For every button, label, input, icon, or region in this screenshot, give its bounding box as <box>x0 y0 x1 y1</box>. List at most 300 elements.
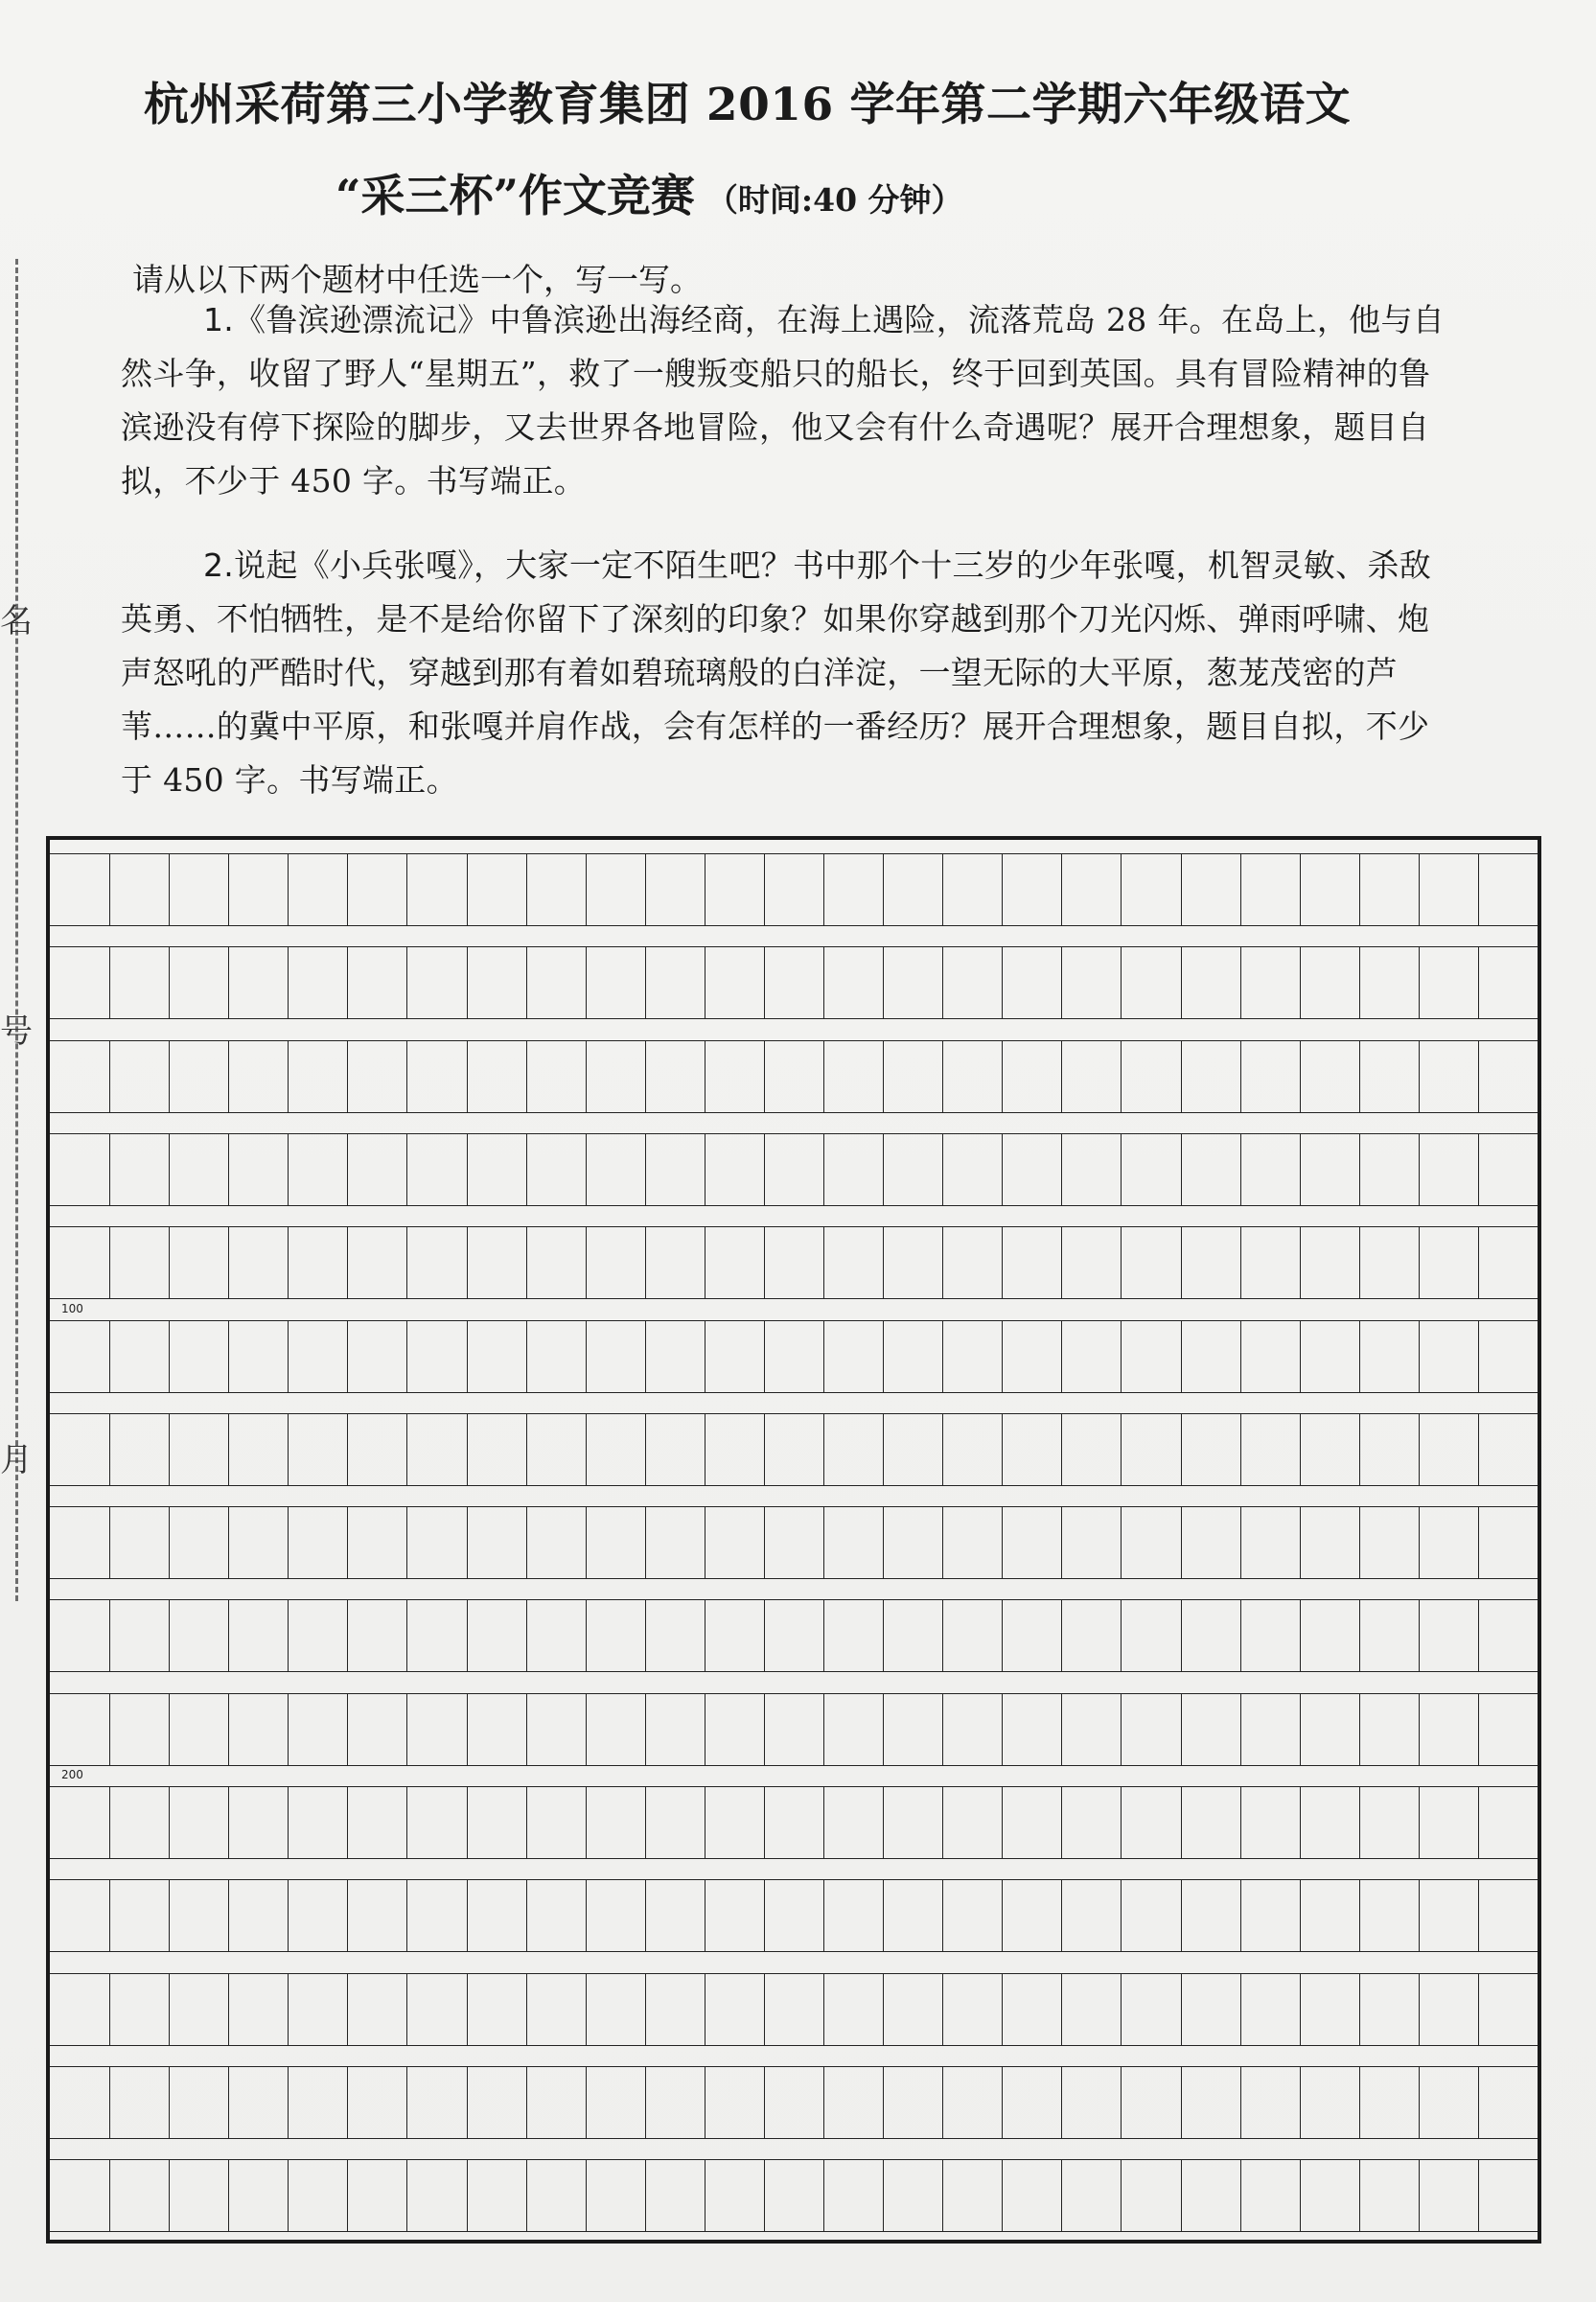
grid-cell-divider <box>645 2067 646 2138</box>
grid-cell-divider <box>109 2067 110 2138</box>
grid-cell-divider <box>1419 1974 1420 2045</box>
composition-grid[interactable] <box>46 836 1541 2244</box>
grid-cell-divider <box>347 1414 348 1485</box>
grid-cell-divider <box>406 1600 407 1671</box>
grid-cell-divider <box>467 1974 468 2045</box>
grid-cell-divider <box>1300 1041 1301 1112</box>
grid-cell-divider <box>942 854 943 925</box>
grid-cell-divider <box>1061 1041 1062 1112</box>
grid-cell-divider <box>1300 1600 1301 1671</box>
grid-cell-divider <box>526 1880 527 1951</box>
grid-cell-divider <box>109 1227 110 1298</box>
grid-cell-divider <box>1002 854 1003 925</box>
grid-cell-divider <box>1002 2067 1003 2138</box>
grid-cell-divider <box>883 947 884 1018</box>
grid-cell-divider <box>1419 947 1420 1018</box>
grid-cell-divider <box>942 1974 943 2045</box>
grid-cell-divider <box>526 1227 527 1298</box>
grid-cell-divider <box>1002 1787 1003 1858</box>
prompt-number: 1. <box>203 301 235 338</box>
grid-cell-divider <box>228 947 229 1018</box>
prompt-text: 《鲁滨逊漂流记》中鲁滨逊出海经商，在海上遇险，流落荒岛 28 年。在岛上，他与自然斗争，收留了野人“星期五”，救了一艘叛变船只的船长，终于回到英国。具有冒险精神的鲁滨逊没有停下探险的脚步，又去世界各地冒险，他又会有什么奇遇呢？展开合理想象，题目自拟，不少于 450 字。书写端正。 <box>121 301 1446 500</box>
grid-cell-divider <box>1419 1507 1420 1578</box>
grid-cell-divider <box>1002 2160 1003 2231</box>
grid-cell-divider <box>942 1227 943 1298</box>
grid-cell-divider <box>288 947 289 1018</box>
prompt-2 <box>121 539 1458 807</box>
grid-cell-divider <box>347 1227 348 1298</box>
grid-cell-divider <box>1300 854 1301 925</box>
grid-cell-divider <box>942 2067 943 2138</box>
grid-cell-divider <box>526 1694 527 1765</box>
grid-cell-divider <box>1419 1787 1420 1858</box>
grid-cell-divider <box>1478 1134 1479 1205</box>
grid-cell-divider <box>1419 1414 1420 1485</box>
grid-cell-divider <box>823 1227 824 1298</box>
grid-cell-divider <box>467 1600 468 1671</box>
grid-cell-divider <box>942 1600 943 1671</box>
grid-cell-divider <box>228 1414 229 1485</box>
grid-cell-divider <box>526 2160 527 2231</box>
grid-cell-divider <box>288 1880 289 1951</box>
grid-cell-divider <box>1061 854 1062 925</box>
grid-cell-divider <box>467 1880 468 1951</box>
grid-cell-divider <box>823 1787 824 1858</box>
grid-cell-divider <box>823 1414 824 1485</box>
grid-cell-divider <box>1121 1787 1122 1858</box>
grid-cell-divider <box>288 1041 289 1112</box>
grid-cell-divider <box>1240 1600 1241 1671</box>
grid-cell-divider <box>228 1880 229 1951</box>
grid-cell-divider <box>1359 854 1360 925</box>
grid-cell-divider <box>942 2160 943 2231</box>
grid-cell-divider <box>109 1134 110 1205</box>
grid-cell-divider <box>1002 1414 1003 1485</box>
grid-cell-divider <box>526 1507 527 1578</box>
grid-row[interactable] <box>50 1973 1538 2046</box>
grid-cell-divider <box>645 854 646 925</box>
grid-cell-divider <box>1061 1227 1062 1298</box>
prompt-text: 说起《小兵张嘎》，大家一定不陌生吧？书中那个十三岁的少年张嘎，机智灵敏、杀敌英勇、不怕牺牲，是不是给你留下了深刻的印象？如果你穿越到那个刀光闪烁、弹雨呼啸、炮声怒吼的严酷时代，穿越到那有着如碧琉璃般的白洋淀，一望无际的大平原，葱茏茂密的芦苇……的冀中平原，和张嘎并肩作战，会有怎样的一番经历？展开合理想象，题目自拟，不少于 450 字。书写端正。 <box>121 546 1431 799</box>
grid-row[interactable] <box>50 1879 1538 1952</box>
grid-cell-divider <box>1121 2160 1122 2231</box>
grid-cell-divider <box>467 1507 468 1578</box>
grid-cell-divider <box>823 1600 824 1671</box>
grid-cell-divider <box>1240 1507 1241 1578</box>
grid-cell-divider <box>169 1600 170 1671</box>
grid-cell-divider <box>288 1414 289 1485</box>
grid-cell-divider <box>1359 1600 1360 1671</box>
grid-cell-divider <box>942 947 943 1018</box>
grid-cell-divider <box>169 2160 170 2231</box>
grid-cell-divider <box>347 2067 348 2138</box>
grid-cell-divider <box>406 1974 407 2045</box>
grid-cell-divider <box>1181 1134 1182 1205</box>
grid-cell-divider <box>109 1694 110 1765</box>
grid-cell-divider <box>1478 1694 1479 1765</box>
grid-cell-divider <box>645 1134 646 1205</box>
grid-cell-divider <box>1300 1507 1301 1578</box>
grid-cell-divider <box>883 1134 884 1205</box>
grid-cell-divider <box>1359 1041 1360 1112</box>
word-count-marker: 100 <box>61 1301 83 1315</box>
binding-line <box>15 259 21 1601</box>
grid-cell-divider <box>169 1974 170 2045</box>
grid-cell-divider <box>823 1880 824 1951</box>
grid-cell-divider <box>1061 2160 1062 2231</box>
grid-cell-divider <box>406 1227 407 1298</box>
grid-cell-divider <box>406 854 407 925</box>
grid-cell-divider <box>1419 1227 1420 1298</box>
grid-cell-divider <box>467 2067 468 2138</box>
grid-cell-divider <box>1359 1321 1360 1392</box>
grid-row[interactable] <box>50 1599 1538 1672</box>
grid-cell-divider <box>1359 1787 1360 1858</box>
grid-cell-divider <box>942 1694 943 1765</box>
grid-cell-divider <box>1121 1134 1122 1205</box>
grid-row[interactable] <box>50 1320 1538 1393</box>
grid-cell-divider <box>1240 2160 1241 2231</box>
grid-row[interactable] <box>50 1413 1538 1486</box>
grid-cell-divider <box>1478 1227 1479 1298</box>
grid-cell-divider <box>883 1787 884 1858</box>
grid-cell-divider <box>228 2067 229 2138</box>
grid-cell-divider <box>169 1787 170 1858</box>
grid-cell-divider <box>586 1041 587 1112</box>
grid-cell-divider <box>467 1787 468 1858</box>
grid-row[interactable] <box>50 2159 1538 2232</box>
grid-cell-divider <box>1359 947 1360 1018</box>
grid-cell-divider <box>823 854 824 925</box>
grid-cell-divider <box>883 1041 884 1112</box>
grid-cell-divider <box>942 1414 943 1485</box>
grid-cell-divider <box>823 2067 824 2138</box>
prompt-number: 2. <box>203 546 235 584</box>
grid-cell-divider <box>1181 1041 1182 1112</box>
grid-cell-divider <box>645 1600 646 1671</box>
grid-cell-divider <box>288 2160 289 2231</box>
grid-cell-divider <box>645 1694 646 1765</box>
grid-cell-divider <box>764 1974 765 2045</box>
grid-cell-divider <box>467 1321 468 1392</box>
grid-cell-divider <box>228 1134 229 1205</box>
grid-row[interactable] <box>50 853 1538 926</box>
grid-cell-divider <box>406 1880 407 1951</box>
grid-cell-divider <box>823 1974 824 2045</box>
grid-cell-divider <box>1002 947 1003 1018</box>
grid-cell-divider <box>1478 1041 1479 1112</box>
grid-cell-divider <box>406 1414 407 1485</box>
grid-cell-divider <box>645 1787 646 1858</box>
grid-cell-divider <box>1121 1414 1122 1485</box>
grid-cell-divider <box>942 1321 943 1392</box>
word-count-marker: 200 <box>61 1768 83 1781</box>
exam-title: 杭州采荷第三小学教育集团 2016 学年第二学期六年级语文 <box>144 79 1352 131</box>
grid-cell-divider <box>586 1880 587 1951</box>
grid-cell-divider <box>1478 1880 1479 1951</box>
grid-cell-divider <box>406 2160 407 2231</box>
grid-cell-divider <box>1002 1600 1003 1671</box>
grid-cell-divider <box>526 947 527 1018</box>
grid-cell-divider <box>942 1041 943 1112</box>
grid-cell-divider <box>645 947 646 1018</box>
grid-cell-divider <box>1300 1134 1301 1205</box>
grid-cell-divider <box>109 1600 110 1671</box>
grid-cell-divider <box>1419 1880 1420 1951</box>
grid-cell-divider <box>288 1787 289 1858</box>
grid-cell-divider <box>942 1507 943 1578</box>
grid-cell-divider <box>347 1507 348 1578</box>
grid-cell-divider <box>1121 947 1122 1018</box>
grid-cell-divider <box>109 1507 110 1578</box>
grid-cell-divider <box>347 1134 348 1205</box>
grid-cell-divider <box>1478 1507 1479 1578</box>
grid-cell-divider <box>764 854 765 925</box>
grid-cell-divider <box>288 854 289 925</box>
grid-cell-divider <box>288 1321 289 1392</box>
grid-cell-divider <box>1359 2160 1360 2231</box>
grid-cell-divider <box>109 1321 110 1392</box>
grid-cell-divider <box>1181 1974 1182 2045</box>
grid-cell-divider <box>109 947 110 1018</box>
grid-cell-divider <box>1240 1041 1241 1112</box>
grid-cell-divider <box>526 2067 527 2138</box>
grid-cell-divider <box>1061 1880 1062 1951</box>
grid-cell-divider <box>1359 1974 1360 2045</box>
grid-cell-divider <box>586 1321 587 1392</box>
grid-cell-divider <box>1359 1694 1360 1765</box>
grid-cell-divider <box>347 1600 348 1671</box>
grid-cell-divider <box>823 1507 824 1578</box>
grid-cell-divider <box>1478 2160 1479 2231</box>
grid-cell-divider <box>1240 1227 1241 1298</box>
grid-row[interactable] <box>50 1226 1538 1299</box>
grid-cell-divider <box>1300 1974 1301 2045</box>
grid-cell-divider <box>347 1787 348 1858</box>
grid-cell-divider <box>109 1974 110 2045</box>
grid-cell-divider <box>1359 2067 1360 2138</box>
exam-subtitle: “采三杯”作文竞赛 <box>335 170 695 221</box>
grid-cell-divider <box>228 1600 229 1671</box>
grid-cell-divider <box>1419 2160 1420 2231</box>
grid-cell-divider <box>1181 1787 1182 1858</box>
grid-cell-divider <box>1300 1694 1301 1765</box>
grid-cell-divider <box>645 1507 646 1578</box>
grid-cell-divider <box>1240 854 1241 925</box>
grid-cell-divider <box>347 854 348 925</box>
grid-cell-divider <box>1121 1041 1122 1112</box>
grid-cell-divider <box>586 2160 587 2231</box>
grid-cell-divider <box>586 1787 587 1858</box>
grid-cell-divider <box>1181 1600 1182 1671</box>
grid-cell-divider <box>288 1134 289 1205</box>
grid-cell-divider <box>883 1414 884 1485</box>
grid-cell-divider <box>228 2160 229 2231</box>
grid-cell-divider <box>1419 2067 1420 2138</box>
grid-cell-divider <box>1061 1414 1062 1485</box>
grid-cell-divider <box>1121 854 1122 925</box>
grid-cell-divider <box>1300 2160 1301 2231</box>
grid-cell-divider <box>228 1694 229 1765</box>
grid-cell-divider <box>1419 1694 1420 1765</box>
grid-cell-divider <box>228 1974 229 2045</box>
grid-cell-divider <box>823 2160 824 2231</box>
grid-cell-divider <box>1181 1414 1182 1485</box>
grid-cell-divider <box>1240 1974 1241 2045</box>
grid-cell-divider <box>764 1134 765 1205</box>
grid-cell-divider <box>1061 1507 1062 1578</box>
grid-cell-divider <box>1181 947 1182 1018</box>
grid-cell-divider <box>467 854 468 925</box>
grid-cell-divider <box>109 854 110 925</box>
grid-cell-divider <box>1300 2067 1301 2138</box>
grid-cell-divider <box>764 1414 765 1485</box>
margin-char: 名 <box>0 602 33 640</box>
grid-cell-divider <box>109 2160 110 2231</box>
grid-cell-divider <box>347 1321 348 1392</box>
grid-cell-divider <box>1061 1787 1062 1858</box>
grid-cell-divider <box>109 1880 110 1951</box>
grid-row[interactable] <box>50 946 1538 1019</box>
grid-cell-divider <box>1181 854 1182 925</box>
grid-cell-divider <box>1002 1227 1003 1298</box>
grid-cell-divider <box>1061 1600 1062 1671</box>
grid-cell-divider <box>1300 1227 1301 1298</box>
grid-cell-divider <box>1359 1880 1360 1951</box>
grid-row[interactable] <box>50 2066 1538 2139</box>
grid-cell-divider <box>1478 2067 1479 2138</box>
grid-cell-divider <box>645 2160 646 2231</box>
grid-cell-divider <box>942 1880 943 1951</box>
grid-cell-divider <box>883 1880 884 1951</box>
grid-cell-divider <box>347 1041 348 1112</box>
grid-cell-divider <box>883 1321 884 1392</box>
grid-cell-divider <box>1121 1974 1122 2045</box>
grid-cell-divider <box>586 1507 587 1578</box>
grid-cell-divider <box>169 2067 170 2138</box>
grid-cell-divider <box>1478 947 1479 1018</box>
grid-cell-divider <box>169 947 170 1018</box>
grid-row[interactable] <box>50 1786 1538 1859</box>
grid-cell-divider <box>764 1787 765 1858</box>
grid-cell-divider <box>1002 1694 1003 1765</box>
grid-cell-divider <box>586 947 587 1018</box>
grid-cell-divider <box>883 1227 884 1298</box>
grid-cell-divider <box>169 854 170 925</box>
grid-cell-divider <box>1300 1787 1301 1858</box>
grid-cell-divider <box>347 2160 348 2231</box>
grid-cell-divider <box>883 1694 884 1765</box>
grid-cell-divider <box>645 1974 646 2045</box>
grid-row[interactable] <box>50 1693 1538 1766</box>
grid-cell-divider <box>406 1694 407 1765</box>
grid-cell-divider <box>1419 1134 1420 1205</box>
grid-cell-divider <box>109 1414 110 1485</box>
grid-cell-divider <box>1240 947 1241 1018</box>
grid-cell-divider <box>1300 1880 1301 1951</box>
grid-cell-divider <box>1359 1134 1360 1205</box>
exam-subtitle-line <box>335 161 963 224</box>
grid-cell-divider <box>764 1227 765 1298</box>
grid-cell-divider <box>228 1227 229 1298</box>
grid-cell-divider <box>228 854 229 925</box>
grid-cell-divider <box>764 1880 765 1951</box>
grid-cell-divider <box>169 1041 170 1112</box>
grid-cell-divider <box>1002 1974 1003 2045</box>
grid-cell-divider <box>406 2067 407 2138</box>
grid-cell-divider <box>288 2067 289 2138</box>
grid-cell-divider <box>526 854 527 925</box>
grid-cell-divider <box>228 1321 229 1392</box>
grid-cell-divider <box>1002 1134 1003 1205</box>
grid-cell-divider <box>1478 1974 1479 2045</box>
grid-cell-divider <box>1419 1321 1420 1392</box>
grid-cell-divider <box>1121 1880 1122 1951</box>
grid-cell-divider <box>406 1787 407 1858</box>
grid-cell-divider <box>228 1787 229 1858</box>
grid-cell-divider <box>823 1321 824 1392</box>
grid-cell-divider <box>1002 1041 1003 1112</box>
grid-cell-divider <box>764 1507 765 1578</box>
grid-cell-divider <box>1002 1321 1003 1392</box>
grid-cell-divider <box>1478 1321 1479 1392</box>
grid-cell-divider <box>526 1787 527 1858</box>
grid-cell-divider <box>764 2160 765 2231</box>
grid-cell-divider <box>1300 947 1301 1018</box>
grid-cell-divider <box>764 2067 765 2138</box>
grid-row[interactable] <box>50 1133 1538 1206</box>
grid-cell-divider <box>406 947 407 1018</box>
grid-cell-divider <box>586 1414 587 1485</box>
grid-cell-divider <box>1240 1880 1241 1951</box>
grid-cell-divider <box>1300 1414 1301 1485</box>
grid-cell-divider <box>1002 1507 1003 1578</box>
grid-cell-divider <box>406 1321 407 1392</box>
grid-cell-divider <box>883 1600 884 1671</box>
grid-cell-divider <box>406 1041 407 1112</box>
grid-cell-divider <box>645 1414 646 1485</box>
time-note: （时间:40 分钟） <box>705 181 963 219</box>
grid-cell-divider <box>526 1041 527 1112</box>
grid-cell-divider <box>1121 1694 1122 1765</box>
grid-cell-divider <box>288 1694 289 1765</box>
grid-cell-divider <box>883 2067 884 2138</box>
grid-cell-divider <box>1121 1321 1122 1392</box>
grid-cell-divider <box>169 1321 170 1392</box>
grid-cell-divider <box>586 2067 587 2138</box>
grid-cell-divider <box>823 1694 824 1765</box>
grid-cell-divider <box>526 1321 527 1392</box>
grid-cell-divider <box>288 1507 289 1578</box>
grid-cell-divider <box>942 1134 943 1205</box>
grid-cell-divider <box>1181 2067 1182 2138</box>
grid-row[interactable] <box>50 1040 1538 1113</box>
grid-cell-divider <box>1181 2160 1182 2231</box>
grid-cell-divider <box>169 1227 170 1298</box>
grid-row[interactable] <box>50 1506 1538 1579</box>
grid-cell-divider <box>169 1134 170 1205</box>
grid-cell-divider <box>1061 1974 1062 2045</box>
grid-cell-divider <box>1181 1694 1182 1765</box>
grid-cell-divider <box>1240 1321 1241 1392</box>
grid-cell-divider <box>764 1600 765 1671</box>
grid-cell-divider <box>1300 1321 1301 1392</box>
grid-cell-divider <box>347 947 348 1018</box>
grid-cell-divider <box>883 854 884 925</box>
grid-cell-divider <box>1181 1507 1182 1578</box>
grid-cell-divider <box>764 1041 765 1112</box>
grid-cell-divider <box>645 1041 646 1112</box>
